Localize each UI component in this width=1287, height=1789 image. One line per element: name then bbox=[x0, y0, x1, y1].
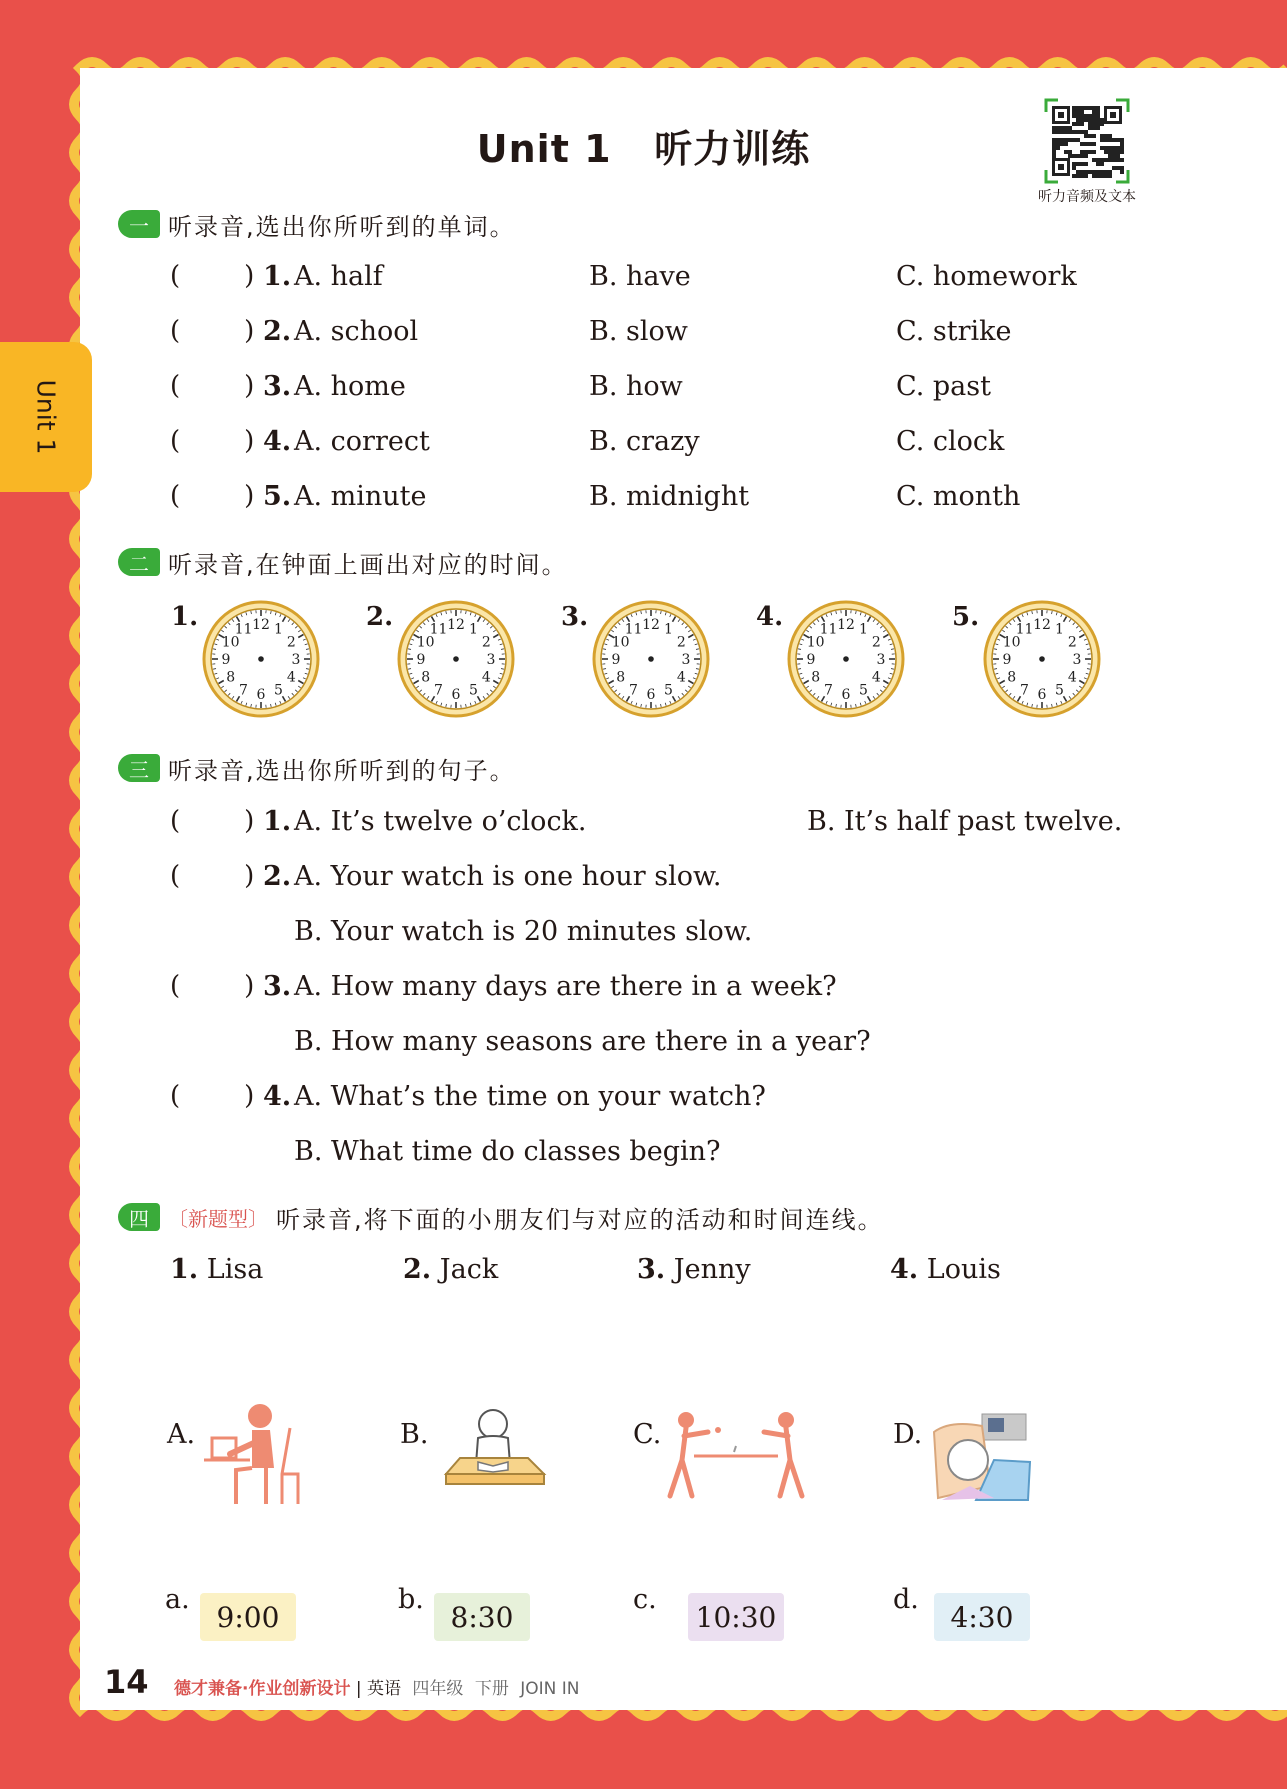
dial-number: 10 bbox=[1002, 634, 1021, 651]
dial-number: 2 bbox=[1067, 634, 1077, 651]
dial-number: 6 bbox=[1037, 687, 1047, 703]
footer-grade: 四年级 bbox=[412, 1679, 464, 1699]
dial-number: 5 bbox=[859, 682, 868, 699]
dial-number: 8 bbox=[811, 669, 821, 686]
clock-face[interactable] bbox=[591, 599, 711, 719]
time-box-b[interactable]: 8:30 bbox=[434, 1593, 530, 1641]
dial-number: 7 bbox=[629, 682, 638, 699]
dial-number: 9 bbox=[1002, 652, 1012, 668]
dial-number: 7 bbox=[824, 682, 833, 699]
option-c[interactable]: C. strike bbox=[896, 316, 1012, 347]
answer-blank[interactable]: ( ) bbox=[170, 1081, 255, 1111]
dial-number: 7 bbox=[1020, 682, 1029, 699]
question-number: 3. bbox=[263, 971, 292, 1002]
page-number: 14 bbox=[104, 1663, 149, 1701]
time-label-a: a. bbox=[165, 1584, 190, 1615]
question-number: 2. bbox=[263, 861, 292, 892]
answer-blank[interactable]: ( ) bbox=[170, 261, 255, 291]
picture-label-d: D. bbox=[893, 1419, 923, 1450]
section-2-badge: 二 bbox=[118, 548, 160, 576]
dial-number: 4 bbox=[286, 669, 296, 686]
dial-number: 8 bbox=[226, 669, 236, 686]
clock-number: 1. bbox=[171, 602, 199, 632]
clock-number: 5. bbox=[952, 602, 980, 632]
time-box-a[interactable]: 9:00 bbox=[200, 1593, 296, 1641]
picture-label-a: A. bbox=[167, 1419, 196, 1450]
question-number: 4. bbox=[263, 426, 292, 457]
dial-number: 2 bbox=[481, 634, 491, 651]
sentence-option-b[interactable]: B. How many seasons are there in a year? bbox=[294, 1026, 871, 1057]
dial-number: 12 bbox=[1033, 617, 1051, 633]
footer-term: 下册 bbox=[474, 1679, 509, 1699]
option-b[interactable]: B. have bbox=[589, 261, 691, 292]
dial-number: 12 bbox=[642, 617, 660, 633]
dial-number: 1 bbox=[859, 621, 868, 638]
child-name-jenny[interactable]: 3. Jenny bbox=[637, 1254, 751, 1285]
question-number: 1. bbox=[263, 261, 292, 292]
section-4-header bbox=[118, 1200, 884, 1234]
section-2-instruction: 听录音,在钟面上画出对应的时间。 bbox=[168, 550, 568, 579]
section-1-header bbox=[118, 207, 516, 241]
sentence-option-b[interactable]: B. What time do classes begin? bbox=[294, 1136, 721, 1167]
answer-blank[interactable]: ( ) bbox=[170, 861, 255, 891]
dial-number: 9 bbox=[806, 652, 816, 668]
dial-number: 6 bbox=[646, 687, 656, 703]
dial-number: 8 bbox=[1007, 669, 1017, 686]
option-a[interactable]: A. home bbox=[294, 371, 406, 402]
dial-number: 3 bbox=[681, 652, 691, 668]
question-number: 4. bbox=[263, 1081, 292, 1112]
dial-number: 5 bbox=[274, 682, 283, 699]
new-question-type-tag: 〔新题型〕 bbox=[168, 1206, 268, 1231]
qr-caption: 听力音频及文本 bbox=[1038, 189, 1136, 205]
section-3-instruction: 听录音,选出你所听到的句子。 bbox=[168, 756, 516, 785]
side-tab-label: Unit 1 bbox=[31, 379, 61, 455]
dial-number: 1 bbox=[274, 621, 283, 638]
sentence-option-b[interactable]: B. Your watch is 20 minutes slow. bbox=[294, 916, 753, 947]
section-3-badge: 三 bbox=[118, 754, 160, 782]
picture-label-c: C. bbox=[633, 1419, 662, 1450]
answer-blank[interactable]: ( ) bbox=[170, 316, 255, 346]
unit-side-tab bbox=[0, 342, 92, 492]
footer-edition: JOIN IN bbox=[520, 1679, 580, 1699]
question-number: 3. bbox=[263, 371, 292, 402]
dial-number: 11 bbox=[624, 621, 643, 638]
dial-number: 10 bbox=[416, 634, 435, 651]
time-label-c: c. bbox=[633, 1584, 657, 1615]
dial-number: 5 bbox=[469, 682, 478, 699]
section-4-instruction: 听录音,将下面的小朋友们与对应的活动和时间连线。 bbox=[276, 1205, 884, 1234]
dial-number: 6 bbox=[841, 687, 851, 703]
dial-number: 7 bbox=[239, 682, 248, 699]
dial-number: 2 bbox=[871, 634, 881, 651]
dial-number: 3 bbox=[486, 652, 496, 668]
dial-number: 4 bbox=[871, 669, 881, 686]
clock-face[interactable] bbox=[201, 599, 321, 719]
dial-number: 10 bbox=[221, 634, 240, 651]
clock-number: 3. bbox=[561, 602, 589, 632]
sentence-option-a[interactable]: A. Your watch is one hour slow. bbox=[294, 861, 722, 892]
dial-number: 5 bbox=[664, 682, 673, 699]
dial-number: 4 bbox=[676, 669, 686, 686]
footer-brand: 德才兼备·作业创新设计 bbox=[174, 1679, 351, 1699]
child-at-computer-icon[interactable] bbox=[200, 1398, 304, 1506]
section-1-instruction: 听录音,选出你所听到的单词。 bbox=[168, 212, 516, 241]
dial-number: 2 bbox=[286, 634, 296, 651]
sentence-option-a[interactable]: A. How many days are there in a week? bbox=[294, 971, 837, 1002]
sentence-option-a[interactable]: A. It’s twelve o’clock. bbox=[294, 806, 587, 837]
option-a[interactable]: A. correct bbox=[294, 426, 430, 457]
section-1-badge: 一 bbox=[118, 210, 160, 238]
dial-number: 12 bbox=[252, 617, 270, 633]
option-a[interactable]: A. half bbox=[294, 261, 383, 292]
page-title: Unit 1 听力训练 bbox=[476, 127, 811, 171]
question-number: 1. bbox=[263, 806, 292, 837]
clock-face[interactable] bbox=[396, 599, 516, 719]
answer-blank[interactable]: ( ) bbox=[170, 806, 255, 836]
dial-number: 11 bbox=[1015, 621, 1034, 638]
dial-number: 6 bbox=[451, 687, 461, 703]
section-3-header bbox=[118, 751, 516, 785]
dial-number: 11 bbox=[429, 621, 448, 638]
answer-blank[interactable]: ( ) bbox=[170, 971, 255, 1001]
dial-number: 9 bbox=[611, 652, 621, 668]
answer-blank[interactable]: ( ) bbox=[170, 481, 255, 511]
dial-number: 5 bbox=[1055, 682, 1064, 699]
child-name-jack[interactable]: 2. Jack bbox=[403, 1254, 499, 1285]
dial-number: 3 bbox=[1072, 652, 1082, 668]
sentence-option-b[interactable]: B. It’s half past twelve. bbox=[807, 806, 1123, 837]
time-label-b: b. bbox=[398, 1584, 424, 1615]
option-a[interactable]: A. minute bbox=[294, 481, 427, 512]
dial-number: 2 bbox=[676, 634, 686, 651]
child-sleeping-in-bed-icon[interactable] bbox=[930, 1410, 1034, 1506]
dial-number: 12 bbox=[837, 617, 855, 633]
option-c[interactable]: C. past bbox=[896, 371, 991, 402]
dial-number: 12 bbox=[447, 617, 465, 633]
dial-number: 8 bbox=[616, 669, 626, 686]
dial-number: 3 bbox=[291, 652, 301, 668]
dial-number: 10 bbox=[611, 634, 630, 651]
dial-number: 1 bbox=[469, 621, 478, 638]
option-b[interactable]: B. slow bbox=[589, 316, 688, 347]
answer-blank[interactable]: ( ) bbox=[170, 371, 255, 401]
clock-face[interactable] bbox=[786, 599, 906, 719]
clock-number: 4. bbox=[756, 602, 784, 632]
option-c[interactable]: C. month bbox=[896, 481, 1021, 512]
footer-subject: 英语 bbox=[367, 1679, 402, 1699]
option-a[interactable]: A. school bbox=[294, 316, 419, 347]
clock-face[interactable] bbox=[982, 599, 1102, 719]
dial-number: 7 bbox=[434, 682, 443, 699]
dial-number: 6 bbox=[256, 687, 266, 703]
option-b[interactable]: B. crazy bbox=[589, 426, 700, 457]
question-number: 5. bbox=[263, 481, 292, 512]
option-c[interactable]: C. clock bbox=[896, 426, 1005, 457]
child-name-lisa[interactable]: 1. Lisa bbox=[170, 1254, 264, 1285]
qr-code-icon[interactable] bbox=[1044, 98, 1130, 184]
dial-number: 10 bbox=[806, 634, 825, 651]
question-number: 2. bbox=[263, 316, 292, 347]
time-label-d: d. bbox=[893, 1584, 919, 1615]
footer-text: 德才兼备·作业创新设计 | 英语 四年级 下册 JOIN IN bbox=[174, 1679, 580, 1699]
dial-number: 11 bbox=[819, 621, 838, 638]
dial-number: 9 bbox=[221, 652, 231, 668]
picture-label-b: B. bbox=[400, 1419, 429, 1450]
time-box-c[interactable]: 10:30 bbox=[688, 1593, 784, 1641]
dial-number: 8 bbox=[421, 669, 431, 686]
option-c[interactable]: C. homework bbox=[896, 261, 1077, 292]
clock-number: 2. bbox=[366, 602, 394, 632]
dial-number: 1 bbox=[664, 621, 673, 638]
answer-blank[interactable]: ( ) bbox=[170, 426, 255, 456]
section-2-header bbox=[118, 545, 568, 579]
dial-number: 3 bbox=[876, 652, 886, 668]
option-b[interactable]: B. how bbox=[589, 371, 683, 402]
child-name-louis[interactable]: 4. Louis bbox=[890, 1254, 1001, 1285]
dial-number: 1 bbox=[1055, 621, 1064, 638]
section-4-badge: 四 bbox=[118, 1203, 160, 1231]
option-b[interactable]: B. midnight bbox=[589, 481, 750, 512]
dial-number: 4 bbox=[481, 669, 491, 686]
sentence-option-a[interactable]: A. What’s the time on your watch? bbox=[294, 1081, 766, 1112]
dial-number: 9 bbox=[416, 652, 426, 668]
dial-number: 4 bbox=[1067, 669, 1077, 686]
dial-number: 11 bbox=[234, 621, 253, 638]
children-playing-ping-pong-icon[interactable] bbox=[660, 1406, 812, 1502]
child-reading-at-desk-icon[interactable] bbox=[440, 1408, 550, 1504]
time-box-d[interactable]: 4:30 bbox=[934, 1593, 1030, 1641]
